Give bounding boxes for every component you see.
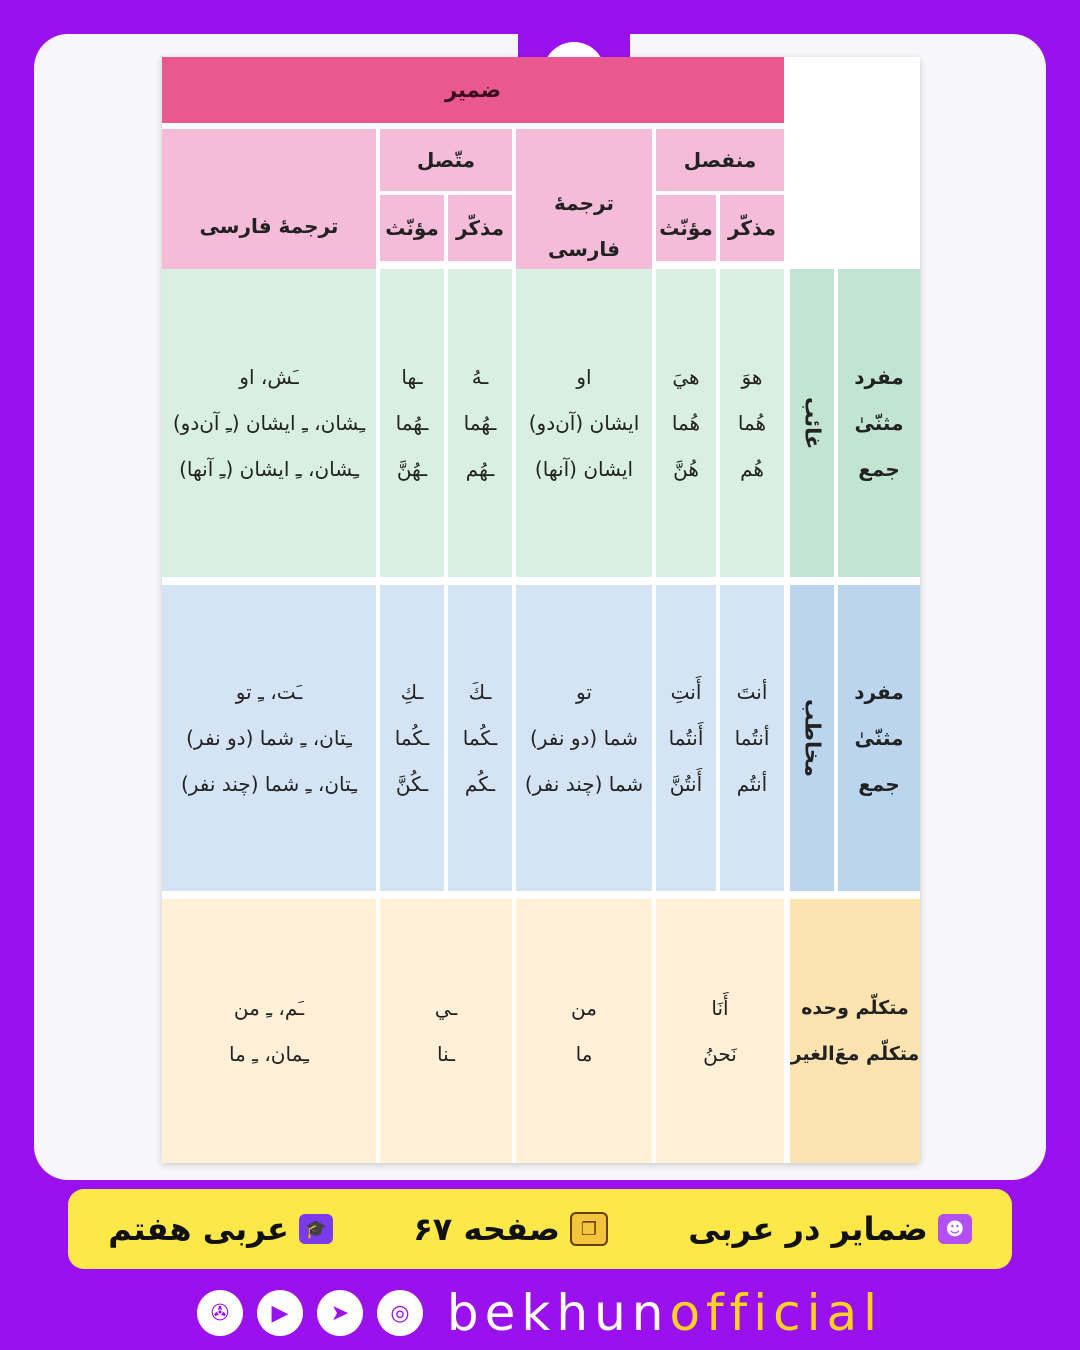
header-munfasil: منفصل — [656, 129, 784, 191]
ghaib-farsi-1: او ایشان (آن‌دو) ایشان (آنها) — [516, 269, 652, 577]
mukhatab-muttasil-masc: ـكَ ـكُما ـكُم — [448, 585, 512, 891]
mutakallim-munfasil: أَنَا نَحنُ — [656, 899, 784, 1163]
pronoun-table — [162, 57, 920, 1163]
teacher-icon: ☻ — [938, 1214, 972, 1244]
graduation-cap-icon: 🎓 — [299, 1214, 333, 1244]
mukhatab-munfasil-masc: أنتَ أنتُما أنتُم — [720, 585, 784, 891]
brand-part-2: official — [669, 1284, 884, 1342]
header-muttasil: متّصل — [380, 129, 512, 191]
brand-handle[interactable] — [447, 1284, 883, 1342]
ghaib-munfasil-fem: هيَ هُما هُنَّ — [656, 269, 716, 577]
banner-grade-text: عربی هفتم — [108, 1210, 289, 1248]
header-muannath-1: مؤنّث — [656, 195, 716, 261]
banner-page-text: صفحه ۶۷ — [413, 1210, 560, 1248]
ghaib-munfasil-masc: هوَ هُما هُم — [720, 269, 784, 577]
mukhatab-label: مخاطب — [790, 585, 834, 891]
film-reel-icon[interactable]: ✇ — [197, 1290, 243, 1336]
mukhatab-muttasil-fem: ـكِ ـكُما ـكُنَّ — [380, 585, 444, 891]
banner-topic — [688, 1210, 972, 1248]
brand-part-1: bekhun — [446, 1284, 670, 1342]
header-mudhakkar-1: مذکّر — [720, 195, 784, 261]
info-banner — [68, 1189, 1012, 1269]
header-muannath-2: مؤنّث — [380, 195, 444, 261]
instagram-icon[interactable]: ◎ — [377, 1290, 423, 1336]
mukhatab-numbers: مفرد مثنّیٰ جمع — [838, 585, 920, 891]
mutakallim-farsi-1: من ما — [516, 899, 652, 1163]
mukhatab-munfasil-fem: أَنتِ أَنتُما أَنتُنَّ — [656, 585, 716, 891]
ghaib-label: غائب — [790, 269, 834, 577]
header-farsi-1: ترجمهٔ فارسی — [516, 129, 652, 323]
ghaib-muttasil-masc: ـهُ ـهُما ـهُم — [448, 269, 512, 577]
telegram-icon[interactable]: ➤ — [317, 1290, 363, 1336]
ghaib-numbers: مفرد مثنّیٰ جمع — [838, 269, 920, 577]
mukhatab-farsi-2: ـَت، ـِ تو ـِتان، ـِ شما (دو نفر) ـِتان، ـِ شما (چند نفر) — [162, 585, 376, 891]
mutakallim-farsi-2: ـَم، ـِ من ـِمان، ـِ ما — [162, 899, 376, 1163]
banner-grade — [108, 1210, 333, 1248]
table-title: ضمیر — [162, 57, 784, 123]
banner-page — [413, 1210, 608, 1248]
ghaib-muttasil-fem: ـها ـهُما ـهُنَّ — [380, 269, 444, 577]
banner-topic-text: ضمایر در عربی — [688, 1210, 928, 1248]
mutakallim-muttasil: ـي ـنا — [380, 899, 512, 1163]
mukhatab-farsi-1: تو شما (دو نفر) شما (چند نفر) — [516, 585, 652, 891]
header-farsi-2: ترجمهٔ فارسی — [162, 129, 376, 323]
ghaib-farsi-2: ـَش، او ـِشان، ـِ ایشان (ـِ آن‌دو) ـِشان، ـِ ایشان (ـِ آنها) — [162, 269, 376, 577]
youtube-icon[interactable]: ▶ — [257, 1290, 303, 1336]
footer-socials — [0, 1276, 1080, 1350]
mutakallim-label: متکلّم وحده متکلّم معَ‌الغیر — [790, 899, 920, 1163]
header-mudhakkar-2: مذکّر — [448, 195, 512, 261]
book-icon: ❐ — [570, 1212, 608, 1246]
